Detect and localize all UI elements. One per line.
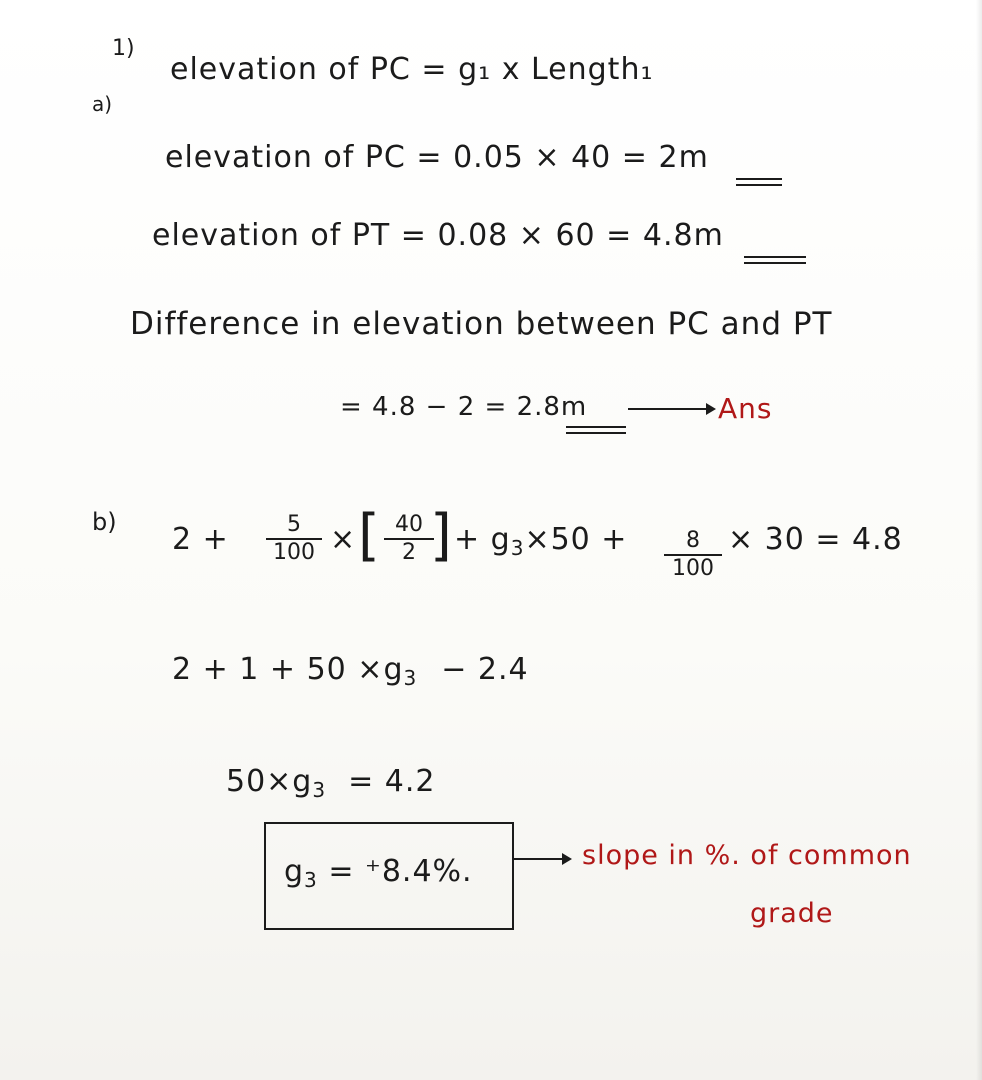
fraction-denominator: 2 bbox=[402, 540, 416, 565]
underline bbox=[744, 256, 806, 258]
fraction-five-over-hundred bbox=[266, 514, 322, 564]
equation-start: 2 + bbox=[172, 522, 229, 557]
final-answer-value: = ⁺8.4%. bbox=[317, 854, 473, 889]
part-b-label: b) bbox=[92, 508, 117, 536]
difference-result: 2.8m bbox=[516, 392, 588, 422]
equation-line-3 bbox=[226, 764, 435, 802]
equation-end: × 30 = 4.8 bbox=[728, 522, 903, 557]
equation-3-main: 50×g bbox=[226, 764, 313, 799]
final-answer-variable: g bbox=[284, 854, 305, 889]
underline bbox=[566, 426, 626, 428]
slope-note: slope in %. of common bbox=[582, 840, 912, 871]
fraction-numerator: 8 bbox=[686, 528, 700, 553]
underline bbox=[736, 178, 782, 180]
multiply-sign: × bbox=[330, 522, 357, 557]
pt-elevation-line bbox=[152, 218, 724, 253]
fraction-forty-over-two bbox=[384, 514, 434, 564]
difference-heading: Difference in elevation between PC and PT bbox=[130, 306, 833, 342]
formula-line: elevation of PC = g₁ x Length₁ bbox=[170, 52, 654, 87]
right-bracket-icon: ] bbox=[430, 503, 452, 568]
pc-elevation-line bbox=[165, 140, 709, 175]
underline bbox=[566, 432, 626, 434]
middle-term: + g bbox=[454, 522, 511, 557]
part-a-label: a) bbox=[92, 92, 113, 116]
underline bbox=[744, 262, 806, 264]
fraction-denominator: 100 bbox=[273, 540, 315, 565]
subscript: 3 bbox=[510, 536, 525, 560]
equation-middle bbox=[454, 522, 627, 560]
middle-term-rest: ×50 + bbox=[524, 522, 628, 557]
fraction-denominator: 100 bbox=[672, 556, 714, 581]
pc-elevation-result: 2m bbox=[658, 140, 709, 175]
fraction-numerator: 5 bbox=[287, 512, 301, 537]
left-bracket-icon: [ bbox=[358, 503, 380, 568]
slope-note-continued: grade bbox=[750, 898, 834, 929]
equation-3-end: = 4.2 bbox=[348, 764, 436, 799]
note-arrow-icon bbox=[514, 858, 570, 860]
fraction-eight-over-hundred bbox=[664, 530, 722, 580]
underline bbox=[736, 184, 782, 186]
final-answer bbox=[284, 854, 473, 892]
subscript: 3 bbox=[403, 666, 418, 690]
answer-label: Ans bbox=[718, 392, 773, 425]
subscript: 3 bbox=[304, 868, 318, 892]
answer-arrow-icon bbox=[628, 408, 714, 410]
pc-elevation-expression: elevation of PC = 0.05 × 40 = bbox=[165, 140, 659, 175]
fraction-numerator: 40 bbox=[395, 512, 423, 537]
difference-line bbox=[340, 392, 587, 422]
final-answer-box bbox=[264, 822, 514, 930]
pt-elevation-expression: elevation of PT = 0.08 × 60 = bbox=[152, 218, 643, 253]
pt-elevation-result: 4.8m bbox=[642, 218, 724, 253]
problem-number: 1) bbox=[112, 36, 135, 61]
page-edge-shadow bbox=[976, 0, 982, 1080]
equation-2-end: − 2.4 bbox=[441, 652, 529, 687]
equation-line-2 bbox=[172, 652, 529, 690]
subscript: 3 bbox=[312, 778, 327, 802]
difference-expression: = 4.8 − 2 = bbox=[340, 392, 517, 422]
equation-2-main: 2 + 1 + 50 ×g bbox=[172, 652, 404, 687]
